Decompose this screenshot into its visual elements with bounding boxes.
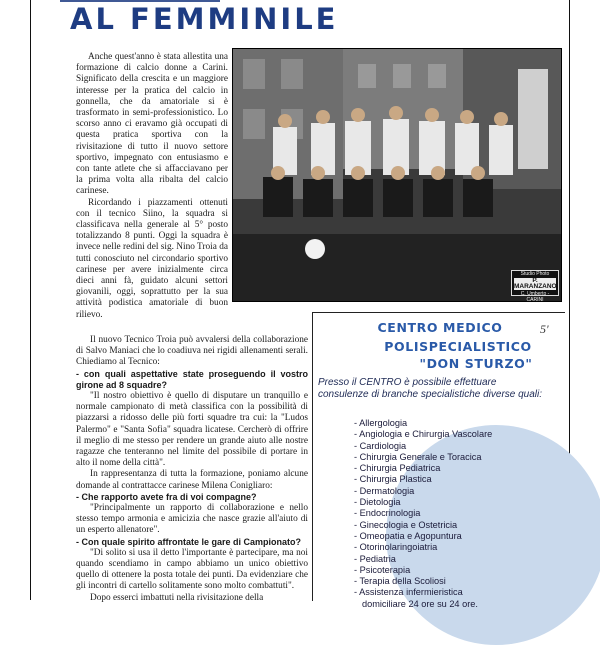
specialty-item: - Chirurgia Pediatrica bbox=[354, 463, 492, 474]
question-3: - Con quale spirito affrontate le gare di Campionato? bbox=[76, 536, 302, 547]
photo-studio-label-top: Studio Photo bbox=[520, 271, 550, 277]
specialty-item: - Terapia della Scoliosi bbox=[354, 576, 492, 587]
article-title: AL FEMMINILE bbox=[70, 2, 339, 36]
specialty-item: - Dermatologia bbox=[354, 486, 492, 497]
specialty-item: - Ginecologia e Ostetricia bbox=[354, 520, 492, 531]
answer-1: "Il nostro obiettivo è quello di disputare un tranquillo e normale campionato di metà classifica con la possibilità di piazzarsi a ridosso delle più forti squadre tra cui: la "Ludos Palermo" e "Santa Sofia" squadra licatese. Cercherò di offrire il meglio di me stesso per rendere un grande aiuto alle nostre ragazze che tenteranno nel limite del possibile di portare in alto il nome della città". bbox=[76, 391, 308, 469]
specialty-extra: domiciliare 24 ore su 24 ore. bbox=[362, 599, 478, 609]
question-2: - Che rapporto avete fra di voi compagne? bbox=[76, 491, 257, 502]
team-photo bbox=[232, 48, 562, 302]
specialties-list bbox=[354, 418, 492, 599]
specialty-item: - Chirurgia Generale e Toracica bbox=[354, 452, 492, 463]
specialty-item: - Chirurgia Plastica bbox=[354, 474, 492, 485]
specialty-item: - Cardiologia bbox=[354, 441, 492, 452]
photo-studio-address: C. Umberto - CARINI bbox=[520, 291, 550, 303]
specialty-item: - Dietologia bbox=[354, 497, 492, 508]
article-tail: Dopo esserci imbattuti nella rivisitazione della bbox=[90, 592, 264, 603]
article-paragraph-2: Ricordando i piazzamenti ottenuti con il tecnico Siino, la squadra si classificava nella generale al 5° posto totalizzando 8 punti. Oggi la squadra è invece nelle redini del sig. Nino Troia da tutti conosciuto nel circondario sportivo carinese per avere inizialmente circa dieci anni fà, guidato alcuni settori giovanili, oggi, soprattutto per la sua attività podistica amatoriale di buon rilievo. bbox=[76, 197, 228, 320]
photo-studio-name: P. MARANZANO bbox=[514, 277, 557, 290]
specialty-item: - Assistenza infermieristica bbox=[354, 587, 492, 598]
specialty-item: - Pediatria bbox=[354, 554, 492, 565]
specialty-item: - Angiologia e Chirurgia Vascolare bbox=[354, 429, 492, 440]
interview-intro-2: In rappresentanza di tutta la formazione, poniamo alcune domande al contrattacce carinese Milena Conigliaro: bbox=[76, 469, 308, 491]
interview-column bbox=[76, 335, 308, 604]
interview-intro: Il nuovo Tecnico Troia può avvalersi della collaborazione di Salvo Maniaci che lo coadiuva nei rigidi allenamenti serali. Chiediamo al Tecnico: bbox=[76, 335, 308, 368]
team-photo-image bbox=[233, 49, 561, 301]
article-column bbox=[76, 52, 228, 321]
answer-2: "Principalmente un rapporto di collaborazione e nello stesso tempo armonia e amicizia che nasce grazie all'aiuto di un esperto allenatore". bbox=[76, 503, 308, 536]
specialty-item: - Omeopatia e Agopuntura bbox=[354, 531, 492, 542]
ad-title-line-3: "DON STURZO" bbox=[419, 356, 533, 371]
ad-title-line-2: POLISPECIALISTICO bbox=[384, 339, 532, 354]
question-1: - con quali aspettative state proseguendo il vostro girone ad 8 squadre? bbox=[76, 368, 308, 390]
specialty-item: - Otorinolaringoiatria bbox=[354, 542, 492, 553]
answer-3: "Di solito si usa il detto l'importante è partecipare, ma noi quando scendiamo in campo abbiamo un unico obiettivo quello di ottenere la posta totale dei punti. Da evidenziare che gli incontri di cartello solitamente sono molto combattuti". bbox=[76, 547, 308, 592]
ad-intro: Presso il CENTRO è possibile effettuare consulenze di branche specialistiche diverse quali: bbox=[318, 377, 543, 400]
page-mark: 5' bbox=[540, 322, 549, 336]
specialty-item: - Psicoterapia bbox=[354, 565, 492, 576]
specialty-item: - Endocrinologia bbox=[354, 508, 492, 519]
article-paragraph-1: Anche quest'anno è stata allestita una formazione di calcio donne a Carini. Significato della crescita e un maggiore interesse per la pratica del calcio in gonnella, che da amatoriale si è trasformato in semi-professionistico. Lo scorso anno ci eravamo già occupati di questa pratica sportiva con la rivisitazione di tutto il nuovo settore sportivo, impegnato con entusiasmo e con tante atlete che si affacciavano per la prima volta alla ribalta del calcio carinese. bbox=[76, 52, 228, 197]
ad-title-line-1: CENTRO MEDICO bbox=[377, 320, 503, 335]
photo-studio-label bbox=[511, 270, 559, 303]
specialty-item: - Allergologia bbox=[354, 418, 492, 429]
